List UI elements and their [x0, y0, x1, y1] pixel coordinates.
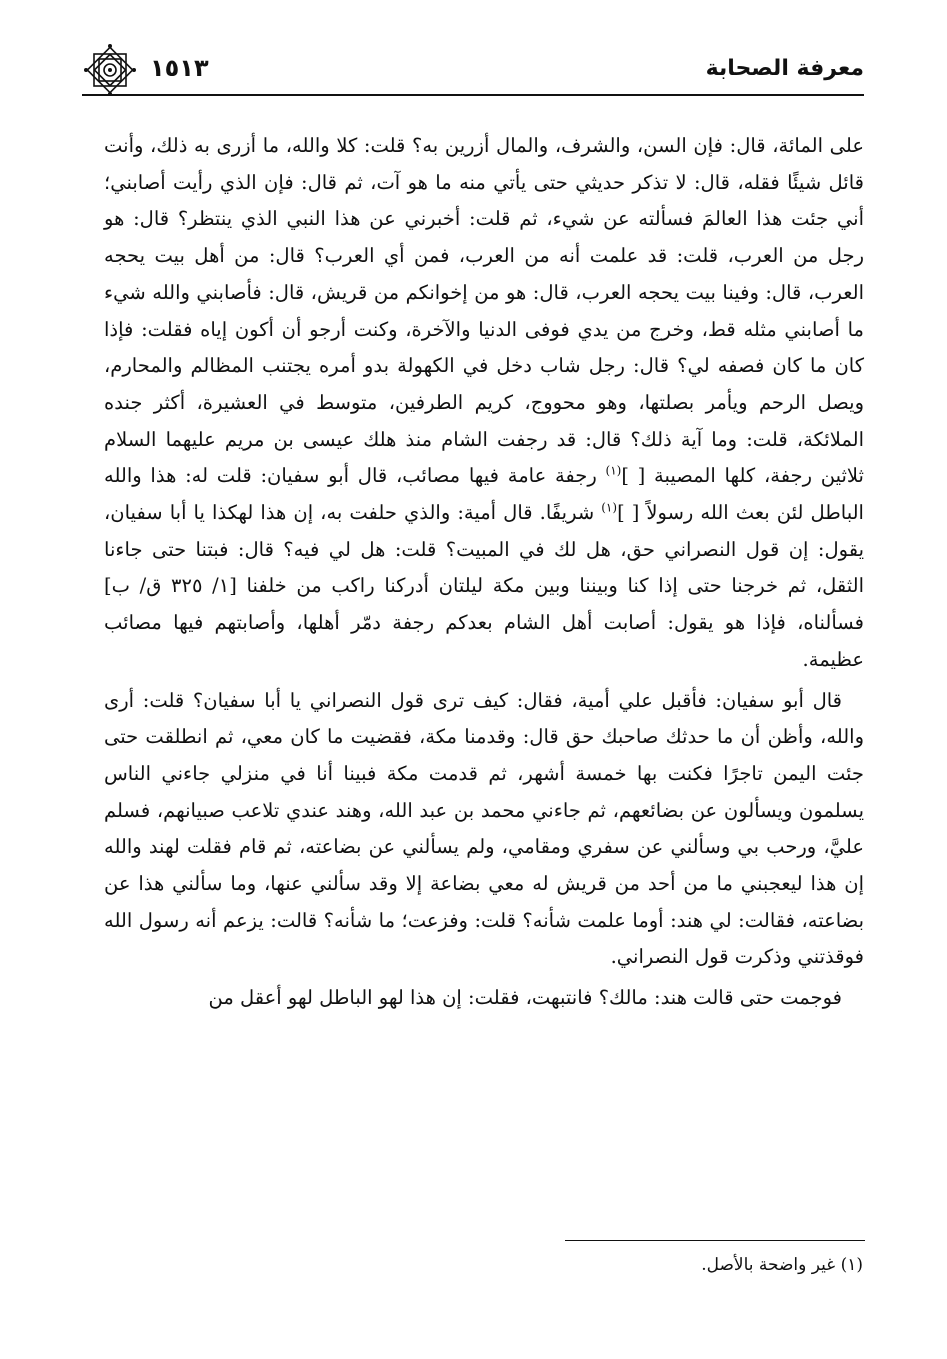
paragraph: فوجمت حتى قالت هند: مالك؟ فانتبهت، فقلت: إن هذا لهو الباطل لهو أعقل من: [208, 986, 842, 1010]
footnote: (١) غير واضحة بالأصل.: [701, 1255, 863, 1275]
paragraph: قال أبو سفيان: فأقبل علي أمية، فقال: كيف ترى قول النصراني يا أبا سفيان؟ قلت: أرى والله، وأظن أن ما حدثك صاحبك حق قال: وقدمنا مكة، فقضيت ما كان معي، ثم انطلقت حتى جئت اليمن تاجرًا فكنت بها خمسة أشهر، ثم قدمت مكة فبينا أنا في منزلي جاءني الناس يسلمون ويسألون عن بضائعهم، ثم جاءني محمد بن عبد الله، وهند عندي تلاعب صبيانهم، فسلم عليَّ، ورحب بي وسألني عن سفري ومقامي، ولم يسألني عن بضاعته، ثم قام فقلت لهند والله إن هذا ليعجبني ما من أحد من قريش له معي بضاعة إلا وقد سألني عنها، وما سألني هذا عن بضاعته، فقالت: لي هند: أوما علمت شأنه؟ قلت: وفزعت؛ ما شأنه؟ قالت: يزعم أنه رسول الله فوقذتني وذكرت قول النصراني.: [104, 688, 864, 969]
footnote-marker: (١): [601, 500, 618, 515]
book-title: معرفة الصحابة: [705, 56, 864, 81]
paragraph-text: على المائة، قال: فإن السن، والشرف، والمال أزرين به؟ قلت: كلا والله، ما أزرى به ذلك، وأنت قائل شيئًا فقله، قال: لا تذكر حديثي حتى يأتي منه ما هو آت، ثم قال: فإن الذي رأيت أصابني؛ أني جئت هذا العالمَ فسألته عن شيء، ثم قلت: أخبرني عن هذا النبي الذي ينتظر؟ قال: هو رجل من العرب، قلت: قد علمت أنه من العرب، فمن أي العرب؟ قال: من أهل بيت يحجه العرب، قال: وفينا بيت يحجه العرب، قال: هو من إخوانكم من قريش، قال: فأصابني والله شيء ما أصابني مثله قط، وخرج من يدي فوفى الدنيا والآخرة، وكنت أرجو أن أكون إياه فقلت: فإذا كان ما كان فصفه لي؟ قال: رجل شاب دخل في الكهولة بدو أمره يجتنب المظالم والمحارم، ويصل الرحم ويأمر بصلتها، وهو محووج، كريم الطرفين، متوسط في العشيرة، أكثر جنده الملائكة، قلت: وما آية ذلك؟ قال: قد رجفت الشام منذ هلك عيسى بن مريم عليهما السلام ثلاثين رجفة، كلها المصيبة [ ]: [104, 134, 864, 488]
main-text: [104, 128, 864, 1017]
star-ornament-icon: [82, 42, 138, 98]
paragraph: [104, 128, 864, 679]
footnote-divider: [565, 1240, 865, 1241]
footnote-marker: (١): [605, 463, 622, 478]
paragraph-text: رجفة عامة فيها مصائب، قال أبو سفيان: قلت له: هذا والله الباطل لئن بعث الله رسولاً [ ]: [104, 464, 864, 525]
header-divider: [82, 94, 864, 96]
paragraph-text: شريفًا. قال أمية: والذي حلفت به، إن هذا لهكذا يا أبا سفيان، يقول: إن قول النصراني حق، هل لك في المبيت؟ قلت: هل لي فيه؟ قال: فبتنا حتى جاءنا الثقل، ثم خرجنا حتى إذا كنا وبيننا وبين مكة ليلتان أدركنا راكب من خلفنا [١/ ٣٢٥ ق/ ب] فسألناه، فإذا هو يقول: أصابت أهل الشام بعدكم رجفة دمّر أهلها، وأصابتهم فيها مصائب عظيمة.: [104, 501, 865, 671]
page-header: [82, 48, 864, 94]
page-number: ١٥١٣: [150, 54, 209, 82]
